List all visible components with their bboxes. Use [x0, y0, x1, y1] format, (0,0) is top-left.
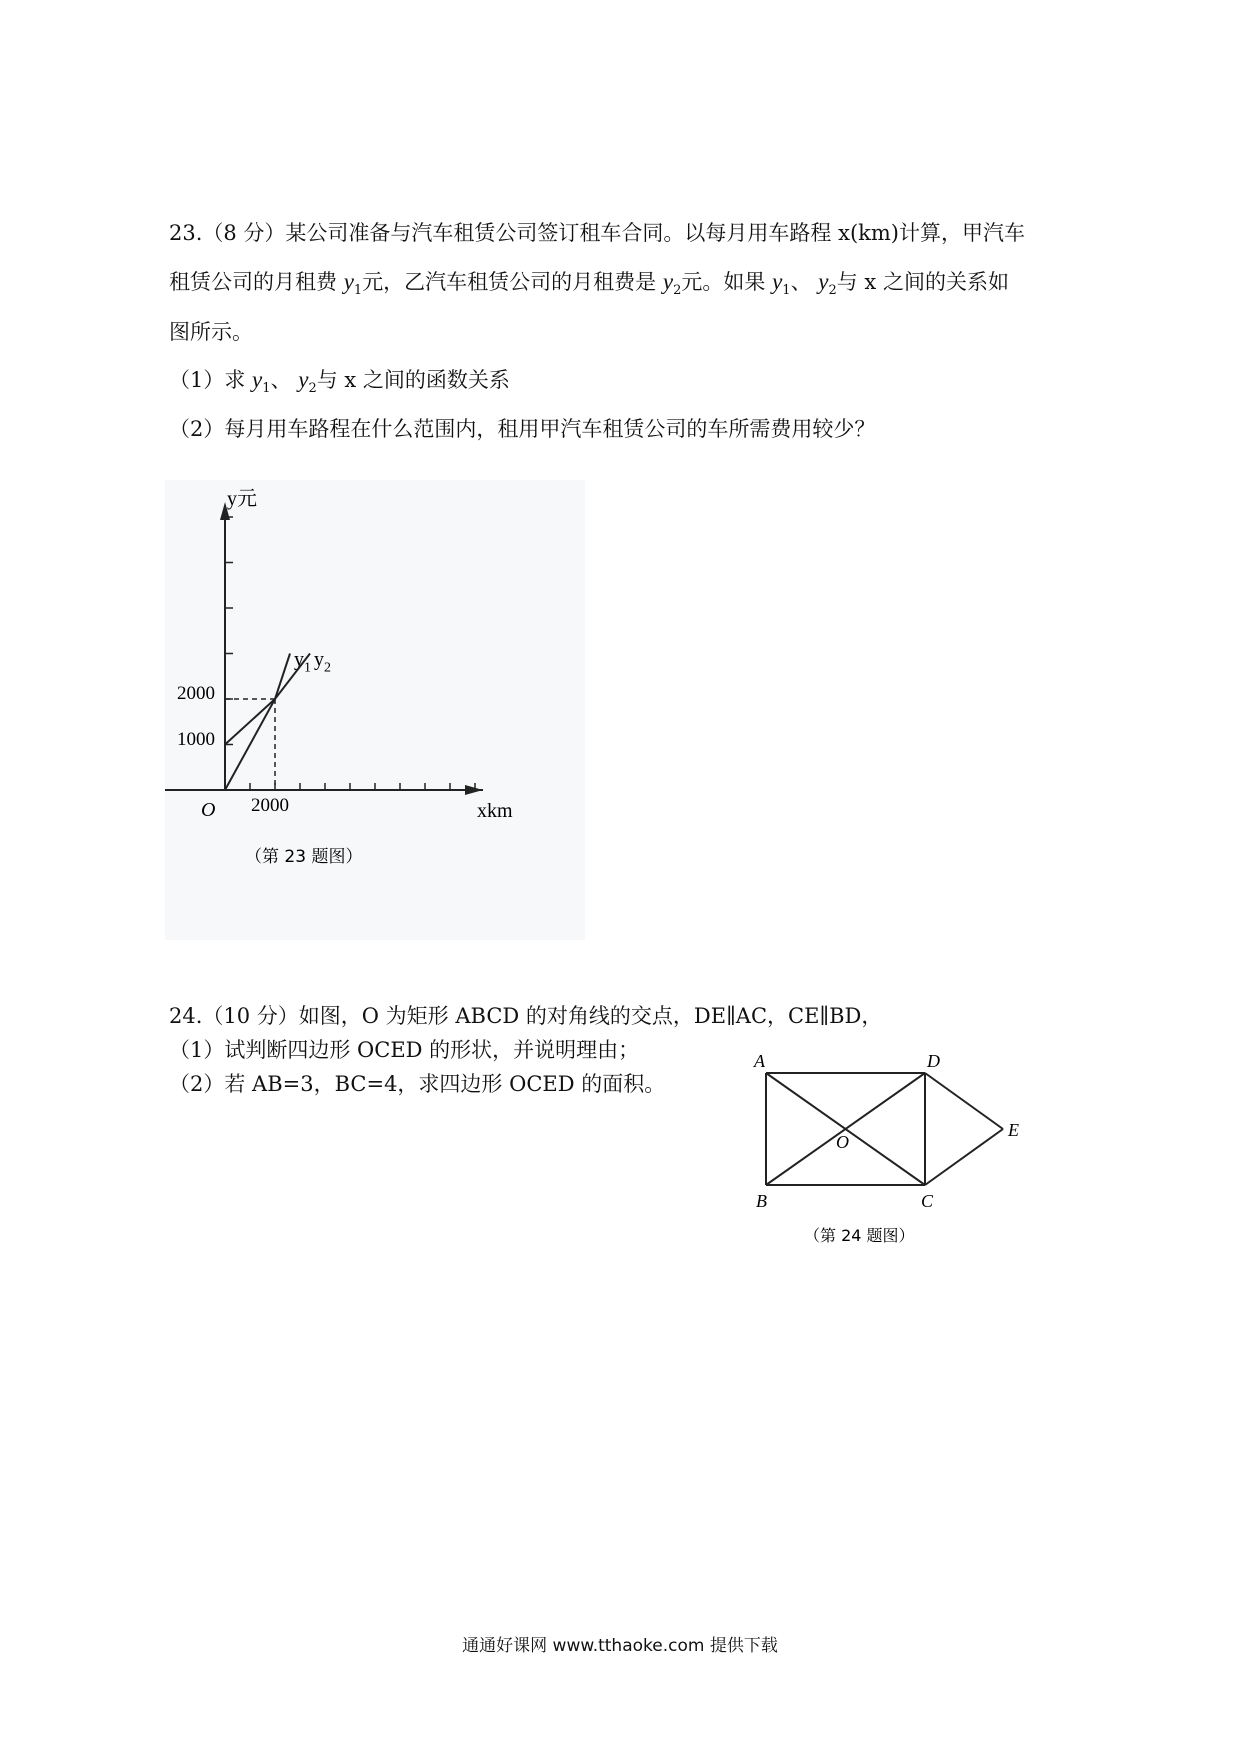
label-A: A — [754, 1051, 765, 1071]
q24-line-1 — [169, 1002, 882, 1030]
var-y: y — [818, 269, 829, 294]
ytick-label-1000: 1000 — [177, 729, 215, 750]
q24-line-1-text: 24.（10 分）如图，O 为矩形 ABCD 的对角线的交点，DE∥AC，CE∥BD， — [169, 1004, 883, 1028]
q23-line-2-b: 元，乙汽车租赁公司的月租费是 — [362, 270, 663, 294]
q23-line-2 — [169, 268, 1009, 305]
q23-part-1 — [169, 366, 510, 403]
separator: 、 — [790, 270, 819, 294]
q23-chart — [165, 480, 585, 940]
origin-label: O — [201, 799, 216, 821]
q23-part-1-b: 与 x 之间的函数关系 — [316, 368, 510, 392]
q24-part-2 — [169, 1070, 665, 1098]
q23-line-1-text: 23.（8 分）某公司准备与汽车租赁公司签订租车合同。以每月用车路程 x(km)计算，甲汽车 — [169, 221, 1025, 245]
series-label-sub: 2 — [324, 660, 331, 676]
label-O: O — [836, 1132, 849, 1152]
series-label-y2: $y_2$ — [314, 648, 331, 676]
chart-background — [165, 480, 585, 940]
series-label-sub: 1 — [304, 660, 311, 676]
q24-part-1 — [169, 1036, 639, 1064]
q23-line-2-d: 与 x 之间的关系如 — [836, 270, 1009, 294]
q24-part-2-text: （2）若 AB=3，BC=4，求四边形 OCED 的面积。 — [169, 1072, 666, 1096]
var-y: y — [772, 269, 783, 294]
xtick-label-2000: 2000 — [251, 795, 289, 816]
footer: 通通好课网 www.tthaoke.com 提供下载 — [462, 1636, 778, 1656]
q23-line-1 — [169, 219, 1025, 247]
segment-CE — [925, 1129, 1003, 1185]
series-label-y1: $y_1$ — [294, 648, 311, 676]
q23-part-1-a: （1）求 — [169, 368, 253, 392]
sub-2: 2 — [673, 283, 682, 299]
q23-line-2-c: 元。如果 — [681, 270, 773, 294]
sub-2: 2 — [828, 283, 837, 299]
sub-1: 1 — [782, 283, 791, 299]
var-y: y — [662, 269, 674, 294]
label-E: E — [1008, 1120, 1019, 1140]
q23-line-2-a: 租赁公司的月租费 — [169, 270, 344, 294]
q23-line-3 — [169, 318, 253, 346]
x-axis-label: xkm — [477, 800, 513, 822]
label-D: D — [927, 1051, 940, 1071]
q24-figure — [740, 1040, 1040, 1250]
q24-part-1-text: （1）试判断四边形 OCED 的形状，并说明理由； — [169, 1038, 640, 1062]
var-y: y — [252, 367, 263, 392]
segment-DE — [925, 1073, 1003, 1129]
chart-caption: （第 23 题图） — [245, 847, 363, 867]
ytick-label-2000: 2000 — [177, 683, 215, 704]
y-axis-label: y元 — [227, 488, 257, 510]
var-y: y — [298, 367, 309, 392]
sub-1: 1 — [262, 381, 271, 397]
var-y: y — [343, 269, 354, 294]
label-C: C — [921, 1191, 934, 1211]
label-B: B — [756, 1191, 767, 1211]
q23-part-2-text: （2）每月用车路程在什么范围内，租用甲汽车租赁公司的车所需费用较少？ — [169, 417, 876, 441]
q23-part-2 — [169, 415, 875, 443]
q23-line-3-text: 图所示。 — [169, 320, 253, 344]
sub-2: 2 — [308, 381, 317, 397]
figure-caption: （第 24 题图） — [804, 1226, 915, 1245]
sub-1: 1 — [353, 283, 363, 299]
separator: 、 — [270, 368, 299, 392]
